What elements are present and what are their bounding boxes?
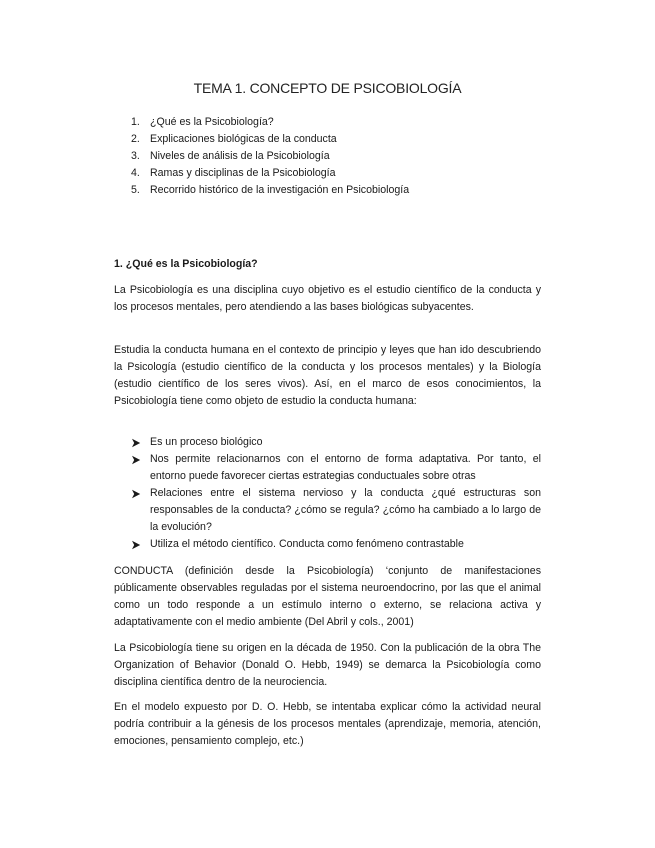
arrow-bullet-icon	[131, 434, 150, 451]
bullet-text: Es un proceso biológico	[150, 436, 263, 448]
table-of-contents	[131, 114, 409, 199]
toc-item-number: 5.	[131, 184, 140, 196]
toc-item-text: Niveles de análisis de la Psicobiología	[150, 150, 330, 162]
toc-item-number: 1.	[131, 116, 140, 128]
arrow-bullet-icon	[131, 485, 150, 502]
toc-item	[131, 165, 409, 182]
arrow-bullet-icon	[131, 536, 150, 553]
toc-item	[131, 114, 409, 131]
paragraph-hebb-model: En el modelo expuesto por D. O. Hebb, se intentaba explicar cómo la actividad neural podría contribuir a la génesis de los procesos mentales (aprendizaje, memoria, atención, emociones, pensamiento complejo, etc.)	[114, 701, 541, 747]
bullet-text: Relaciones entre el sistema nervioso y la conducta ¿qué estructuras son responsables de la conducta? ¿cómo se regula? ¿cómo ha cambiado a lo largo de la evolución?	[150, 487, 541, 533]
arrow-bullet-icon	[131, 451, 150, 468]
bullet-list	[131, 434, 541, 553]
page-title: TEMA 1. CONCEPTO DE PSICOBIOLOGÍA	[193, 80, 462, 96]
paragraph-conducta-definition: CONDUCTA (definición desde la Psicobiología) ‘conjunto de manifestaciones públicamente observables reguladas por el sistema neuroendocrino, por las que el animal como un todo responde a un estímulo interno o externo, se relaciona activa y adaptativamente con el medio ambiente (Del Abril y cols., 2001)	[114, 565, 541, 628]
toc-item-number: 3.	[131, 150, 140, 162]
paragraph-definition: La Psicobiología es una disciplina cuyo objetivo es el estudio científico de la conducta y los procesos mentales, pero atendiendo a las bases biológicas subyacentes.	[114, 284, 541, 313]
toc-item	[131, 182, 409, 199]
toc-item	[131, 131, 409, 148]
paragraph-context: Estudia la conducta humana en el contexto de principio y leyes que han ido descubriendo la Psicología (estudio científico de la conducta y los procesos mentales) y la Biología (estudio científico de los seres vivos). Así, en el marco de esos conocimientos, la Psicobiología tiene como objeto de estudio la conducta humana:	[114, 344, 541, 407]
toc-item-number: 2.	[131, 133, 140, 145]
bullet-item	[131, 536, 541, 553]
bullet-text: Utiliza el método científico. Conducta como fenómeno contrastable	[150, 538, 464, 550]
bullet-item	[131, 451, 541, 485]
toc-item	[131, 148, 409, 165]
toc-item-text: ¿Qué es la Psicobiología?	[150, 116, 274, 128]
toc-item-text: Explicaciones biológicas de la conducta	[150, 133, 337, 145]
paragraph-origin: La Psicobiología tiene su origen en la década de 1950. Con la publicación de la obra The Organization of Behavior (Donald O. Hebb, 1949) se demarca la Psicobiología como disciplina científica dentro de la neurociencia.	[114, 642, 541, 688]
section-heading: 1. ¿Qué es la Psicobiología?	[114, 258, 258, 270]
toc-item-text: Recorrido histórico de la investigación en Psicobiología	[150, 184, 410, 196]
toc-item-text: Ramas y disciplinas de la Psicobiología	[150, 167, 336, 179]
bullet-item	[131, 434, 541, 451]
toc-item-number: 4.	[131, 167, 140, 179]
bullet-text: Nos permite relacionarnos con el entorno de forma adaptativa. Por tanto, el entorno puede favorecer ciertas estrategias conductuales sobre otras	[150, 453, 541, 482]
bullet-item	[131, 485, 541, 536]
